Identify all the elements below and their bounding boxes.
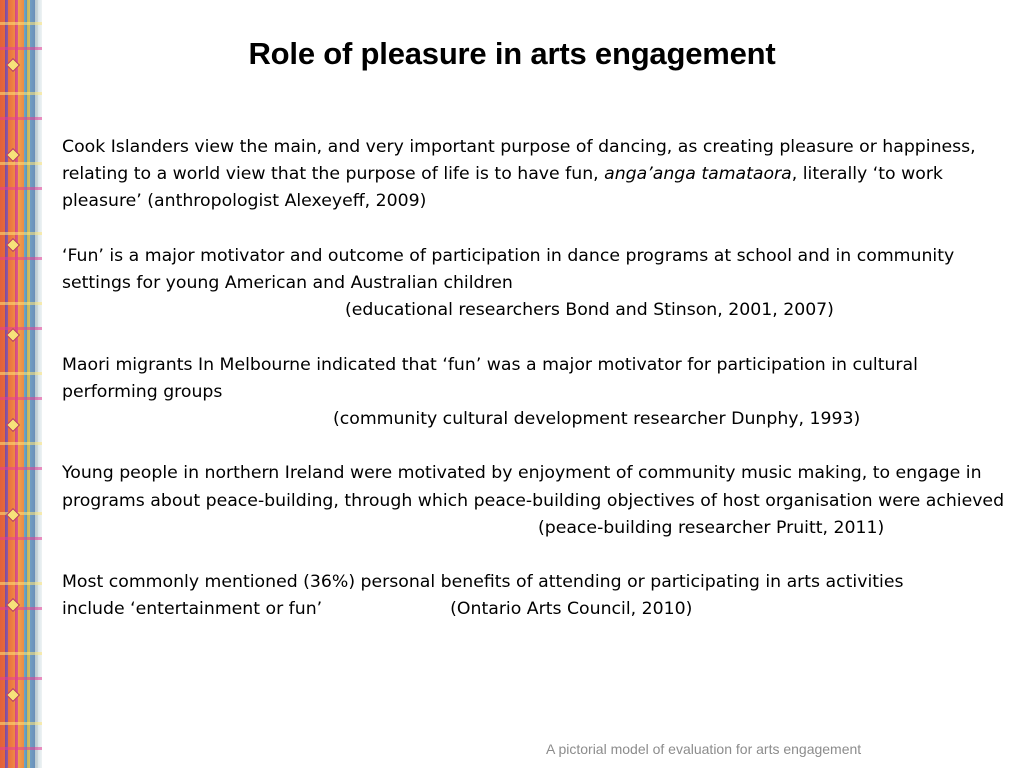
border-motif	[6, 688, 20, 702]
paragraph-maori-migrants	[62, 352, 1012, 434]
paragraph-citation: (peace-building researcher Pruitt, 2011)	[538, 517, 885, 538]
paragraph-ontario	[62, 569, 1012, 623]
border-motif	[6, 328, 20, 342]
paragraph-citation: (Ontario Arts Council, 2010)	[450, 599, 693, 620]
border-motif	[6, 598, 20, 612]
paragraph-text: Cook Islanders view the main, and very important purpose of dancing, as creating pleasure or happiness, relating to a world view that the purpose of life is to have fun,	[62, 137, 976, 185]
paragraph-fun-motivator	[62, 243, 1012, 325]
paragraph-text: Most commonly mentioned (36%) personal benefits of attending or participating in arts activities	[62, 572, 904, 593]
paragraph-italic-term: anga’anga tamataora	[604, 164, 792, 185]
paragraph-text: Young people in northern Ireland were motivated by enjoyment of community music making, to engage in programs about peace-building, through which peace-building objectives of host organisation were achieved	[62, 463, 1005, 511]
slide-footer: A pictorial model of evaluation for arts engagement	[546, 741, 862, 757]
decorative-textile-border	[0, 0, 42, 768]
border-motif	[6, 148, 20, 162]
paragraph-citation: (community cultural development researcher Dunphy, 1993)	[333, 409, 861, 429]
paragraph-northern-ireland	[62, 460, 1012, 542]
border-motif	[6, 238, 20, 252]
paragraph-text: Maori migrants In Melbourne indicated that ‘fun’ was a major motivator for participation in cultural performing groups	[62, 354, 918, 402]
slide-body	[62, 134, 1012, 651]
paragraph-text-citation: , literally ‘to work pleasure’ (anthropologist Alexeyeff, 2009)	[62, 164, 943, 212]
slide-title: Role of pleasure in arts engagement	[248, 36, 776, 71]
border-motif	[6, 508, 20, 522]
paragraph-text: ‘Fun’ is a major motivator and outcome of participation in dance programs at school and in community settings for young American and Australian children	[62, 245, 955, 293]
paragraph-text: include ‘entertainment or fun’	[62, 599, 323, 620]
paragraph-cook-islanders	[62, 134, 1012, 216]
paragraph-citation: (educational researchers Bond and Stinson, 2001, 2007)	[345, 300, 834, 321]
border-motif	[6, 418, 20, 432]
